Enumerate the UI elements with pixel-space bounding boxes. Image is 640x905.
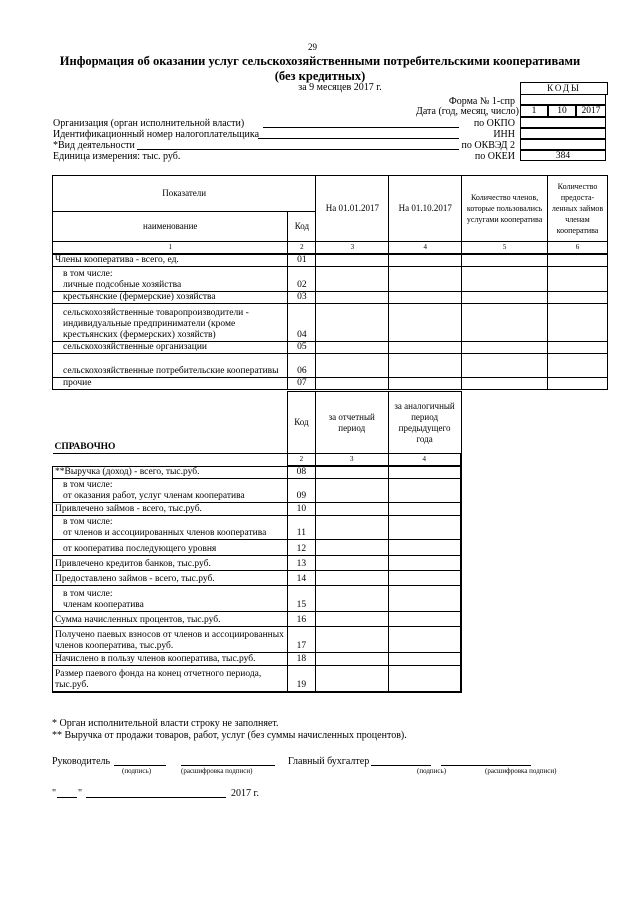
date-label: Дата (год, месяц, число) bbox=[416, 106, 519, 117]
document-title bbox=[0, 54, 640, 84]
value-cell[interactable] bbox=[315, 653, 388, 666]
members-used-header: Количество членов, которые пользовались услугами кооператива bbox=[462, 176, 548, 242]
row-code: 17 bbox=[287, 627, 315, 653]
activity-input-line[interactable] bbox=[137, 149, 459, 150]
value-cell[interactable] bbox=[462, 354, 548, 378]
value-cell[interactable] bbox=[462, 304, 548, 342]
value-cell[interactable] bbox=[388, 612, 461, 627]
loans-given-header: Количество предоста-ленных займов членам кооператива bbox=[548, 176, 608, 242]
value-cell[interactable] bbox=[315, 556, 388, 571]
value-cell[interactable] bbox=[315, 627, 388, 653]
row-name: в том числе: bbox=[63, 589, 113, 599]
value-cell[interactable] bbox=[389, 378, 462, 390]
value-cell[interactable] bbox=[315, 612, 388, 627]
table-row bbox=[53, 571, 462, 586]
head-label: Руководитель bbox=[52, 756, 111, 767]
inn-id-label: Идентификационный номер налогоплательщика bbox=[53, 129, 260, 140]
row-code: 14 bbox=[287, 571, 315, 586]
report-period: за 9 месяцев 2017 г. bbox=[298, 82, 382, 93]
row-name: членам кооператива bbox=[63, 600, 144, 610]
row-name: Получено паевых взносов от членов и ассоциированных членов кооператива, тыс.руб. bbox=[53, 627, 288, 653]
title-line-2: (без кредитных) bbox=[274, 69, 366, 83]
row-name: сельскохозяйственные товаропроизводители - индивидуальные предприниматели (кроме крестьянских (фермерских) хозяйств) bbox=[53, 304, 288, 342]
value-cell[interactable] bbox=[462, 342, 548, 354]
reference-header: СПРАВОЧНО bbox=[53, 392, 288, 454]
row-name: в том числе: bbox=[63, 517, 113, 527]
activity-label: *Вид деятельности bbox=[53, 140, 135, 151]
row-code: 05 bbox=[288, 342, 316, 354]
code-header: Код bbox=[288, 212, 316, 242]
value-cell[interactable] bbox=[316, 304, 389, 342]
accountant-sign-caption: (подпись) bbox=[417, 767, 447, 775]
value-cell[interactable] bbox=[548, 354, 608, 378]
members-table bbox=[52, 175, 608, 390]
sign-day-line[interactable] bbox=[57, 797, 77, 798]
row-name: Размер паевого фонда на конец отчетного периода, тыс.руб. bbox=[53, 666, 288, 692]
name-header: наименование bbox=[53, 212, 288, 242]
table-row bbox=[53, 503, 462, 516]
row-code: 16 bbox=[287, 612, 315, 627]
value-cell[interactable] bbox=[315, 516, 388, 540]
oct-header: На 01.10.2017 bbox=[389, 176, 462, 242]
chief-accountant-label: Главный бухгалтер bbox=[288, 756, 370, 767]
row-code: 10 bbox=[287, 503, 315, 516]
row-name: Сумма начисленных процентов, тыс.руб. bbox=[53, 612, 288, 627]
value-cell[interactable] bbox=[315, 586, 388, 612]
row-code: 02 bbox=[288, 267, 316, 292]
reference-table bbox=[52, 391, 462, 693]
col-num: 4 bbox=[388, 454, 461, 467]
row-name: сельскохозяйственные потребительские кооперативы bbox=[53, 354, 288, 378]
value-cell[interactable] bbox=[315, 666, 388, 692]
row-name: от членов и ассоциированных членов кооператива bbox=[63, 528, 267, 538]
value-cell[interactable] bbox=[389, 354, 462, 378]
codes-header: КОДЫ bbox=[520, 82, 608, 95]
value-cell[interactable] bbox=[548, 292, 608, 304]
date-month-cell[interactable]: 10 bbox=[548, 105, 576, 117]
table-row bbox=[53, 267, 608, 292]
inn-label: ИНН bbox=[493, 129, 515, 140]
value-cell[interactable] bbox=[388, 627, 461, 653]
okpo-label: по ОКПО bbox=[473, 118, 515, 129]
col-num: 1 bbox=[53, 242, 288, 255]
org-label: Организация (орган исполнительной власти) bbox=[53, 118, 245, 129]
row-name: Члены кооператива - всего, ед. bbox=[53, 254, 288, 267]
date-quote-mark: " bbox=[52, 788, 57, 799]
value-cell[interactable] bbox=[389, 342, 462, 354]
row-code: 09 bbox=[287, 479, 315, 503]
row-code: 12 bbox=[287, 540, 315, 556]
value-cell[interactable] bbox=[462, 292, 548, 304]
table-row bbox=[53, 586, 462, 612]
unit-label: Единица измерения: тыс. руб. bbox=[53, 151, 181, 162]
table-row bbox=[53, 556, 462, 571]
col-num: 3 bbox=[316, 242, 389, 255]
value-cell[interactable] bbox=[388, 540, 461, 556]
value-cell[interactable] bbox=[548, 342, 608, 354]
value-cell[interactable] bbox=[316, 267, 389, 292]
footnote-1: * Орган исполнительной власти строку не заполняет. bbox=[52, 718, 279, 729]
value-cell[interactable] bbox=[315, 503, 388, 516]
footnote-2: ** Выручка от продажи товаров, работ, услуг (без суммы начисленных процентов). bbox=[52, 730, 407, 741]
table-row bbox=[53, 304, 608, 342]
value-cell[interactable] bbox=[388, 556, 461, 571]
value-cell[interactable] bbox=[388, 666, 461, 692]
date-day-cell[interactable]: 1 bbox=[520, 105, 548, 117]
indicators-header: Показатели bbox=[53, 176, 316, 212]
row-code: 07 bbox=[288, 378, 316, 390]
okpo-cell[interactable] bbox=[520, 117, 606, 128]
okei-label: по ОКЕИ bbox=[474, 151, 515, 162]
value-cell[interactable] bbox=[388, 653, 461, 666]
code-header: Код bbox=[287, 392, 315, 454]
row-code: 03 bbox=[288, 292, 316, 304]
value-cell[interactable] bbox=[315, 571, 388, 586]
table-row bbox=[53, 378, 608, 390]
okei-cell[interactable]: 384 bbox=[520, 150, 606, 161]
value-cell[interactable] bbox=[548, 254, 608, 267]
date-quote-mark: " bbox=[78, 788, 83, 799]
table-row bbox=[53, 466, 462, 479]
row-code: 13 bbox=[287, 556, 315, 571]
date-year-cell[interactable]: 2017 bbox=[576, 105, 606, 117]
row-name: Привлечено кредитов банков, тыс.руб. bbox=[53, 556, 288, 571]
value-cell[interactable] bbox=[548, 304, 608, 342]
value-cell[interactable] bbox=[388, 516, 461, 540]
value-cell[interactable] bbox=[316, 378, 389, 390]
org-input-line[interactable] bbox=[263, 127, 459, 128]
value-cell[interactable] bbox=[548, 267, 608, 292]
table-row bbox=[53, 254, 608, 267]
value-cell[interactable] bbox=[389, 254, 462, 267]
row-name: Предоставлено займов - всего, тыс.руб. bbox=[53, 571, 288, 586]
value-cell[interactable] bbox=[388, 479, 461, 503]
sign-year: 2017 г. bbox=[231, 788, 259, 799]
row-code: 06 bbox=[288, 354, 316, 378]
value-cell[interactable] bbox=[316, 342, 389, 354]
value-cell[interactable] bbox=[388, 503, 461, 516]
sign-month-line[interactable] bbox=[86, 797, 226, 798]
title-line-1: Информация об оказании услуг сельскохозяйственными потребительскими кооперативами bbox=[59, 54, 581, 68]
row-name: крестьянские (фермерские) хозяйства bbox=[53, 292, 288, 304]
accountant-decode-line[interactable] bbox=[441, 765, 531, 766]
value-cell[interactable] bbox=[462, 378, 548, 390]
table-row bbox=[53, 292, 608, 304]
row-code: 01 bbox=[288, 254, 316, 267]
table-row bbox=[53, 479, 462, 503]
value-cell[interactable] bbox=[548, 378, 608, 390]
table-row bbox=[53, 612, 462, 627]
row-code: 04 bbox=[288, 304, 316, 342]
table-row bbox=[53, 342, 608, 354]
value-cell[interactable] bbox=[315, 466, 388, 479]
head-sign-caption: (подпись) bbox=[122, 767, 152, 775]
inn-cell[interactable] bbox=[520, 128, 606, 139]
row-name: от оказания работ, услуг членам кооператива bbox=[63, 491, 245, 501]
head-signature-line[interactable] bbox=[114, 765, 166, 766]
value-cell[interactable] bbox=[315, 540, 388, 556]
value-cell[interactable] bbox=[388, 571, 461, 586]
row-name: в том числе: bbox=[63, 269, 113, 279]
col-num: 4 bbox=[389, 242, 462, 255]
col-num: 6 bbox=[548, 242, 608, 255]
table-row bbox=[53, 653, 462, 666]
row-name: в том числе: bbox=[63, 480, 113, 490]
row-name: Начислено в пользу членов кооператива, тыс.руб. bbox=[53, 653, 288, 666]
prev-period-header: за аналогичный период предыдущего года bbox=[388, 392, 461, 454]
row-name: от кооператива последующего уровня bbox=[53, 540, 288, 556]
accountant-decode-caption: (расшифровка подписи) bbox=[485, 767, 557, 775]
row-code: 15 bbox=[287, 586, 315, 612]
value-cell[interactable] bbox=[389, 292, 462, 304]
value-cell[interactable] bbox=[389, 267, 462, 292]
col-num: 2 bbox=[288, 242, 316, 255]
head-decode-line[interactable] bbox=[181, 765, 275, 766]
value-cell[interactable] bbox=[315, 479, 388, 503]
row-name: Привлечено займов - всего, тыс.руб. bbox=[53, 503, 288, 516]
table-row bbox=[53, 540, 462, 556]
row-name: сельскохозяйственные организации bbox=[53, 342, 288, 354]
table-row bbox=[53, 516, 462, 540]
row-code: 19 bbox=[287, 666, 315, 692]
head-decode-caption: (расшифровка подписи) bbox=[181, 767, 253, 775]
value-cell[interactable] bbox=[316, 354, 389, 378]
table-row bbox=[53, 627, 462, 653]
row-name: прочие bbox=[53, 378, 288, 390]
col-num: 5 bbox=[462, 242, 548, 255]
okved-cell[interactable] bbox=[520, 139, 606, 150]
page-number: 29 bbox=[308, 42, 317, 52]
inn-input-line[interactable] bbox=[258, 138, 459, 139]
form-code-cell[interactable] bbox=[520, 94, 606, 105]
value-cell[interactable] bbox=[316, 254, 389, 267]
value-cell[interactable] bbox=[316, 292, 389, 304]
period-header: за отчетный период bbox=[315, 392, 388, 454]
value-cell[interactable] bbox=[462, 267, 548, 292]
value-cell[interactable] bbox=[462, 254, 548, 267]
accountant-signature-line[interactable] bbox=[371, 765, 431, 766]
okved-label: по ОКВЭД 2 bbox=[461, 140, 515, 151]
table-row bbox=[53, 666, 462, 692]
value-cell[interactable] bbox=[388, 586, 461, 612]
row-code: 18 bbox=[287, 653, 315, 666]
jan-header: На 01.01.2017 bbox=[316, 176, 389, 242]
col-num: 2 bbox=[287, 454, 315, 467]
value-cell[interactable] bbox=[388, 466, 461, 479]
row-name: **Выручка (доход) - всего, тыс.руб. bbox=[53, 466, 288, 479]
row-code: 11 bbox=[287, 516, 315, 540]
col-num: 3 bbox=[315, 454, 388, 467]
row-code: 08 bbox=[287, 466, 315, 479]
row-name: личные подсобные хозяйства bbox=[63, 280, 182, 290]
table-row bbox=[53, 354, 608, 378]
value-cell[interactable] bbox=[389, 304, 462, 342]
form-label: Форма № 1-спр bbox=[448, 96, 515, 107]
